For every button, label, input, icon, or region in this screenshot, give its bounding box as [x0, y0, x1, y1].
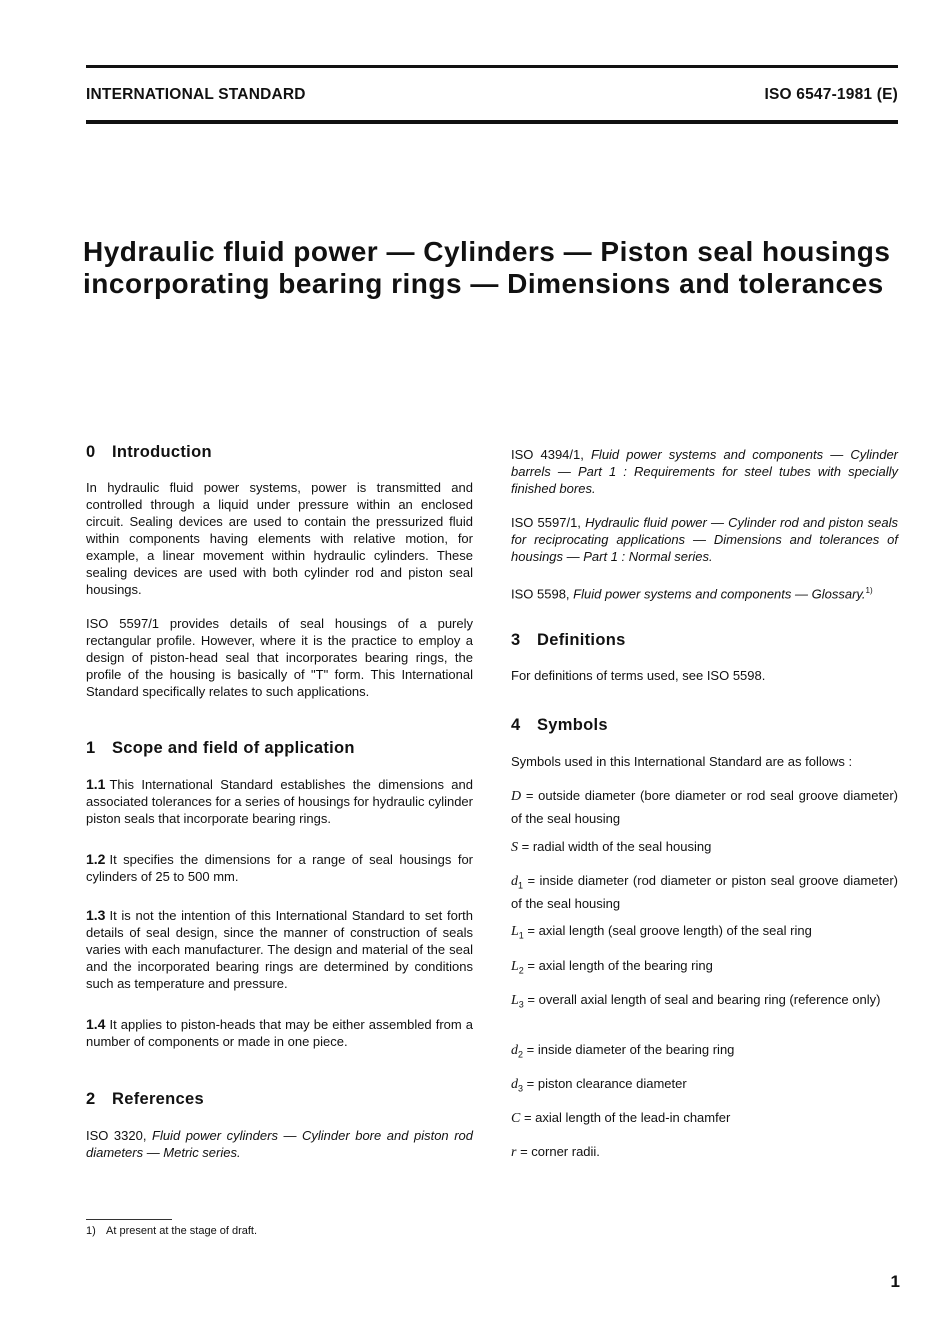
symbol-item: $L_1$ = axial length (seal groove length) of the seal ring	[511, 923, 812, 941]
document-type: INTERNATIONAL STANDARD	[86, 86, 306, 103]
title-line-1: Hydraulic fluid power — Cylinders — Piston seal housings	[83, 236, 891, 267]
intro-paragraph-2: ISO 5597/1 provides details of seal housings of a purely rectangular profile. However, where it is the practice to employ a design of piston-head seal that incorporates bearing rings, the profile of the housing is basically of "T" form. This International Standard specifically relates to such applications.	[86, 616, 473, 699]
document-number: ISO 6547-1981 (E)	[764, 86, 898, 103]
reference-iso-4394: ISO 4394/1, Fluid power systems and components — Cylinder barrels — Part 1 : Requirements for steel tubes with specially finished bores.	[511, 447, 898, 496]
symbol-item: $d_2$ = inside diameter of the bearing ring	[511, 1042, 735, 1060]
reference-iso-5598: ISO 5598, Fluid power systems and components — Glossary.$^{1)}$	[511, 586, 873, 602]
intro-paragraph-1: In hydraulic fluid power systems, power is transmitted and controlled through a liquid under pressure within an enclosed circuit. Sealing devices are used to contain the pressurized fluid within components having elements with relative motion, for example, a linear movement within hydraulic cylinders. These sealing devices are used with both cylinder rod and piston seal housings.	[86, 480, 473, 597]
section-0-heading: 0 Introduction	[86, 443, 212, 461]
symbol-item: $d_3$ = piston clearance diameter	[511, 1076, 687, 1094]
symbols-intro: Symbols used in this International Standard are as follows :	[511, 754, 853, 769]
symbol-item: C = axial length of the lead-in chamfer	[511, 1110, 731, 1126]
definitions-text: For definitions of terms used, see ISO 5598.	[511, 668, 766, 683]
reference-iso-5597: ISO 5597/1, Hydraulic fluid power — Cylinder rod and piston seals for reciprocating applications — Dimensions and tolerances of housings — Part 1 : Normal series.	[511, 515, 898, 564]
title-line-2: incorporating bearing rings — Dimensions and tolerances	[83, 268, 884, 299]
symbol-item: $L_2$ = axial length of the bearing ring	[511, 958, 713, 976]
symbol-item: D = outside diameter (bore diameter or rod seal groove diameter) of the seal housing	[511, 788, 898, 826]
section-1-heading: 1 Scope and field of application	[86, 739, 355, 757]
footnote-marker: 1)	[865, 586, 873, 595]
page-number: 1	[890, 1272, 900, 1291]
clause-1-2: 1.2 It specifies the dimensions for a range of seal housings for cylinders of 25 to 500 mm.	[86, 851, 473, 884]
footnote-rule	[86, 1219, 172, 1220]
clause-1-4: 1.4 It applies to piston-heads that may be either assembled from a number of components or made in one piece.	[86, 1016, 473, 1049]
header-top-rule	[86, 65, 898, 68]
symbol-item: S = radial width of the seal housing	[511, 839, 712, 855]
document-title	[83, 236, 913, 300]
section-2-heading: 2 References	[86, 1090, 204, 1108]
footnote: 1) At present at the stage of draft.	[86, 1225, 258, 1237]
clause-1-3: 1.3 It is not the intention of this International Standard to set forth details of seal design, since the manner of construction of seals varies with each manufacturer. The design and material of the seal and the incorporated bearing rings are determined by conditions such as temperature and pressure.	[86, 907, 473, 991]
section-3-heading: 3 Definitions	[511, 631, 626, 649]
section-4-heading: 4 Symbols	[511, 716, 608, 734]
symbol-item: r = corner radii.	[511, 1144, 600, 1160]
header-bottom-rule	[86, 120, 898, 124]
symbol-item: $L_3$ = overall axial length of seal and bearing ring (reference only)	[511, 992, 881, 1010]
reference-iso-3320: ISO 3320, Fluid power cylinders — Cylinder bore and piston rod diameters — Metric series.	[86, 1128, 473, 1160]
symbol-item: $d_1$ = inside diameter (rod diameter or piston seal groove diameter) of the seal housing	[511, 873, 898, 911]
clause-1-1: 1.1 This International Standard establishes the dimensions and associated tolerances for a series of housings for hydraulic cylinder piston seals that incorporate bearing rings.	[86, 776, 473, 826]
